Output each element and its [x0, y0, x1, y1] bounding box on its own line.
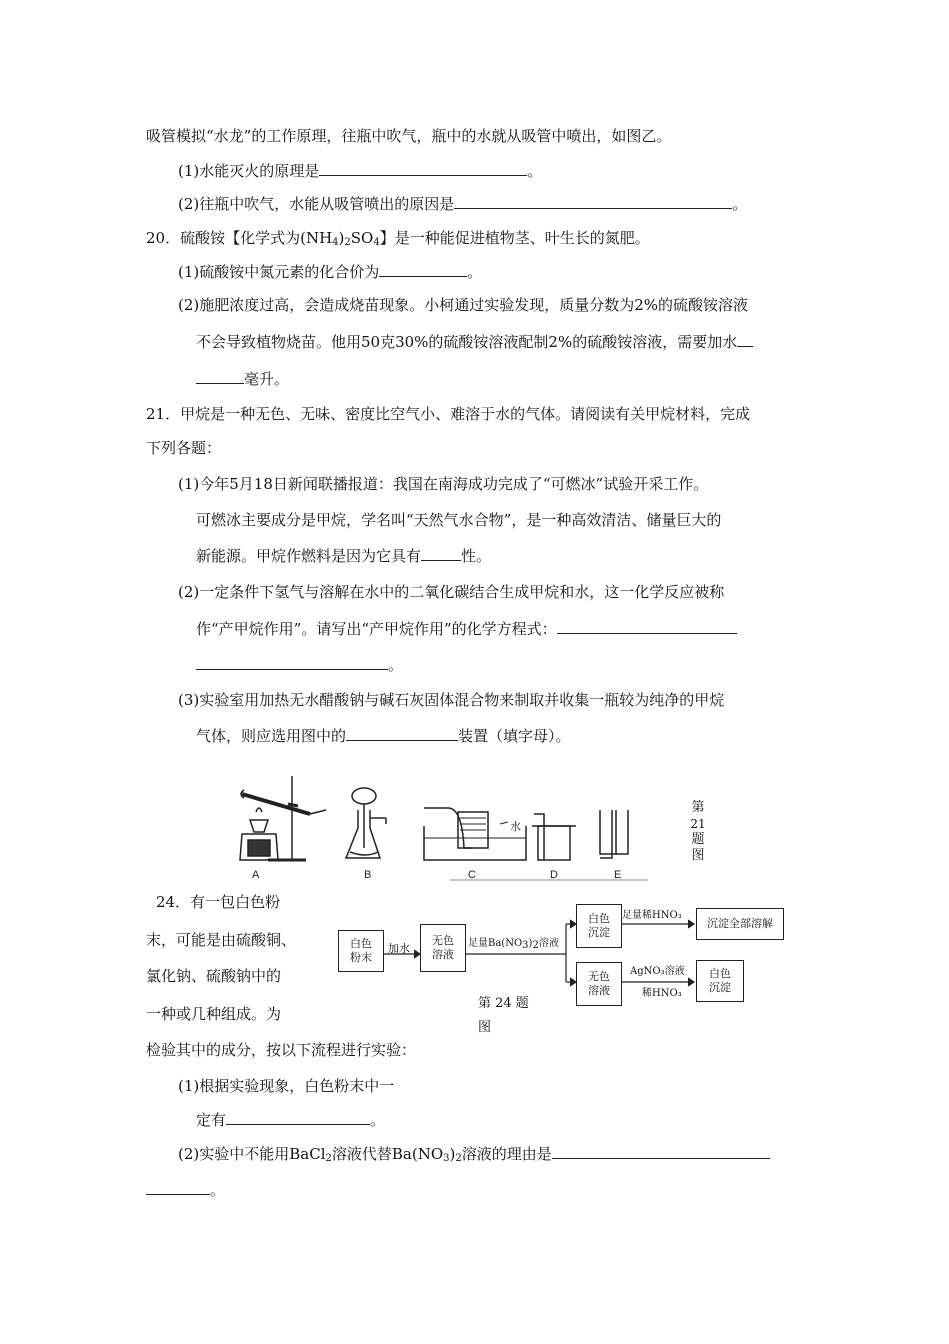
box-precipitate-dissolves: 沉淀全部溶解 [696, 908, 784, 940]
q21-sub2-line1: (2)一定条件下氢气与溶解在水中的二氧化碳结合生成甲烷和水，这一化学反应被称 [178, 583, 725, 601]
label-c: C [468, 869, 476, 881]
apparatus-d [532, 814, 576, 860]
box-colorless-solution-2: 无色 溶液 [576, 962, 622, 1006]
q21-sub3-line1: (3)实验室用加热无水醋酸钠与碱石灰固体混合物来制取并收集一瓶较为纯净的甲烷 [178, 691, 725, 709]
q20-sub2-line3: 毫升。 [196, 369, 289, 389]
answer-blank[interactable] [737, 332, 753, 347]
answer-blank[interactable] [346, 726, 458, 741]
q20-sub2-line1: (2)施肥浓度过高，会造成烧苗现象。小柯通过实验发现，质量分数为2%的硫酸铵溶液 [178, 296, 749, 314]
figure-24-caption: 第 24 题 [478, 996, 529, 1011]
label-d: D [550, 869, 558, 881]
label-a: A [252, 869, 260, 881]
q24-sub1-line1: (1)根据实验现象，白色粉末中一 [178, 1077, 395, 1095]
q21-sub3-line2: 气体，则应选用图中的 装置（填字母）。 [196, 727, 571, 745]
q24-stem-line3: 氯化钠、硫酸钠中的 [146, 967, 282, 985]
label-reagent-hno3: 足量稀HNO₃ [622, 910, 682, 921]
q21-sub1-line2: 可燃冰主要成分是甲烷，学名叫“天然气水合物”，是一种高效清洁、储量巨大的 [196, 511, 722, 529]
apparatus-a [240, 776, 326, 860]
answer-blank[interactable] [196, 369, 244, 384]
box-white-precipitate: 白色 沉淀 [576, 904, 622, 948]
q21-sub2-line3: 。 [196, 655, 403, 675]
q19-text-line: 吸管模拟“水龙”的工作原理，往瓶中吹气，瓶中的水就从吸管中喷出，如图乙。 [146, 127, 672, 145]
q24-sub2-line1: (2)实验中不能用BaCl$_2$溶液代替$Ba(NO_3)_2$溶液的理由是 [178, 1144, 770, 1164]
water-label: 水 [510, 820, 521, 833]
q24-stem-line2: 末，可能是由硫酸铜、 [146, 931, 297, 949]
figure-21-caption: 第 21 题 图 [690, 800, 706, 863]
q24-stem-line1: 24．有一包白色粉 [156, 893, 281, 911]
label-reagent-dilute-hno3: 稀HNO₃ [642, 988, 682, 999]
q21-stem-line1: 21．甲烷是一种无色、无味、密度比空气小、难溶于水的气体。请阅读有关甲烷材料，完成 [146, 405, 751, 423]
apparatus-c [424, 808, 526, 860]
q20-sub1: (1)硫酸铵中氮元素的化合价为 。 [178, 263, 483, 281]
apparatus-e [600, 810, 628, 858]
answer-blank[interactable] [454, 194, 732, 209]
answer-blank[interactable] [196, 655, 388, 670]
q24-stem-line5: 检验其中的成分，按以下流程进行实验： [146, 1041, 417, 1059]
answer-blank[interactable] [319, 161, 527, 176]
q20-sub2-line2: 不会导致植物烧苗。他用50克30%的硫酸铵溶液配制2%的硫酸铵溶液，需要加水 [196, 332, 753, 352]
box-white-powder: 白色 粉末 [338, 930, 384, 972]
q21-stem-line2: 下列各题： [146, 439, 222, 457]
q19-sub2: (2)往瓶中吹气，水能从吸管喷出的原因是 。 [178, 195, 748, 213]
q20-stem: 20．硫酸铵【化学式为$(NH_4)_2SO_4$】是一种能促进植物茎、叶生长的氮肥。 [146, 229, 650, 248]
apparatus-b [346, 788, 386, 858]
q19-sub1: (1)水能灭火的原理是 。 [178, 162, 543, 180]
label-reagent-ba-no3: 足量$Ba(NO_3)_2$溶液 [468, 938, 559, 951]
label-b: B [364, 869, 372, 881]
q24-sub2-line2: 。 [146, 1180, 225, 1200]
q24-sub1-line2: 定有 。 [196, 1111, 386, 1129]
label-add-water: 加水 [388, 942, 410, 955]
box-white-precipitate-2: 白色 沉淀 [696, 960, 744, 1002]
answer-blank[interactable] [421, 546, 461, 561]
answer-blank[interactable] [379, 262, 467, 277]
box-colorless-solution: 无色 溶液 [420, 924, 466, 972]
answer-blank[interactable] [146, 1180, 210, 1195]
answer-blank[interactable] [226, 1110, 370, 1125]
figure-24-caption-2: 图 [478, 1020, 492, 1035]
q21-sub2-line2: 作“产甲烷作用”。请写出“产甲烷作用”的化学方程式： [196, 619, 737, 639]
answer-blank[interactable] [552, 1144, 770, 1159]
label-reagent-agno3: AgNO₃溶液 [630, 966, 685, 977]
figure-21-apparatus [228, 768, 688, 886]
q21-sub1-line3: 新能源。甲烷作燃料是因为它具有 性。 [196, 547, 492, 565]
label-e: E [614, 869, 622, 881]
q21-sub1-line1: (1)今年5月18日新闻联播报道：我国在南海成功完成了“可燃冰”试验开采工作。 [178, 475, 709, 493]
answer-blank[interactable] [557, 619, 737, 634]
q24-stem-line4: 一种或几种组成。为 [146, 1005, 282, 1023]
